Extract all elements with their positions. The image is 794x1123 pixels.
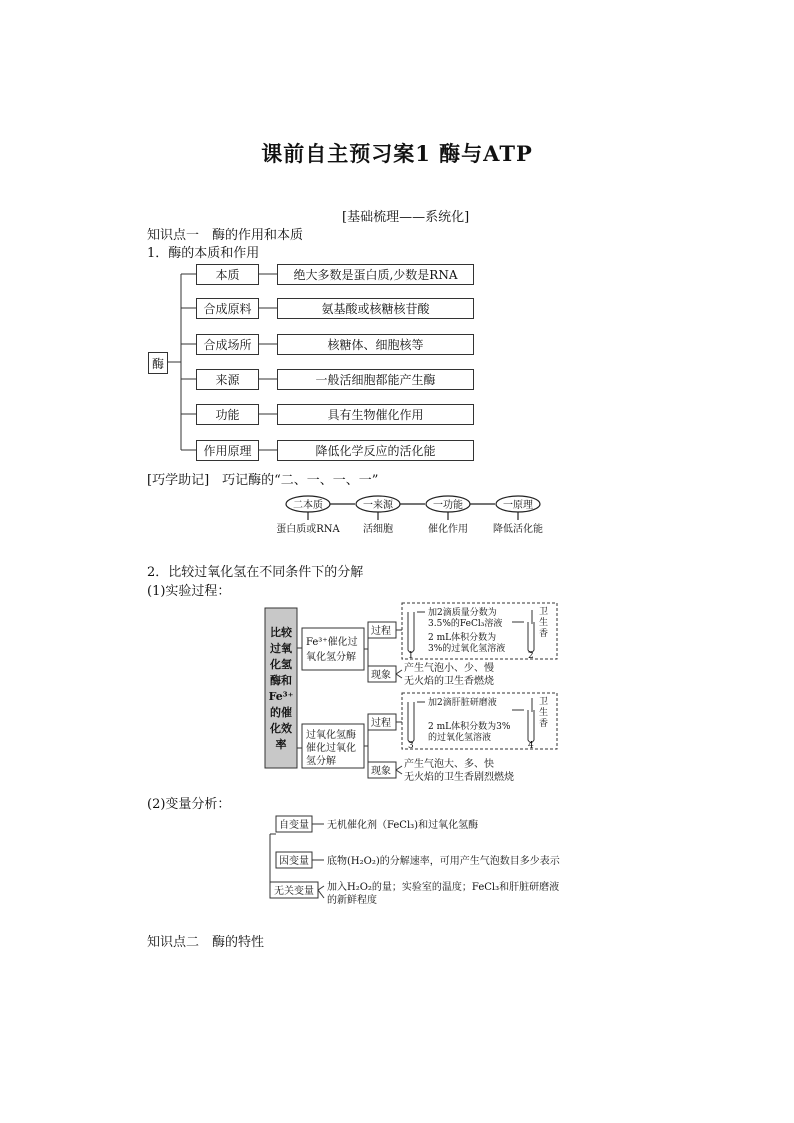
memo-bottom-2: 活细胞: [363, 524, 393, 535]
svg-text:3.5%的FeCl₃溶液: 3.5%的FeCl₃溶液: [428, 619, 503, 629]
memo-bottom-3: 催化作用: [428, 524, 468, 535]
svg-text:化效: 化效: [270, 722, 292, 735]
svg-text:氢分解: 氢分解: [306, 756, 336, 767]
test-tube-4: [528, 710, 534, 743]
memory-tip: [巧学助记] 巧记酶的“二、一、一、一”: [147, 473, 379, 488]
svg-text:产生气泡小、少、慢: 产生气泡小、少、慢: [404, 663, 494, 674]
experiment-process-heading: (1)实验过程：: [147, 584, 231, 599]
svg-text:无火焰的卫生香燃烧: 无火焰的卫生香燃烧: [404, 676, 494, 687]
test-tube-3: [408, 702, 414, 743]
memo-top-1: 二本质: [293, 500, 323, 511]
svg-text:产生气泡大、多、快: 产生气泡大、多、快: [404, 759, 494, 770]
svg-text:3: 3: [408, 741, 414, 751]
svg-text:Fe³⁺催化过: Fe³⁺催化过: [306, 637, 358, 648]
svg-text:香: 香: [539, 629, 549, 639]
row-desc-source: 一般活细胞都能产生酶: [277, 369, 474, 390]
svg-text:无关变量: 无关变量: [274, 886, 314, 897]
test-tube-1: [408, 612, 414, 653]
memo-top-4: 一原理: [503, 500, 533, 511]
page-title: 课前自主预习案1 酶与ATP: [261, 141, 533, 166]
svg-text:氧化氢分解: 氧化氢分解: [306, 652, 356, 663]
svg-text:无火焰的卫生香剧烈燃烧: 无火焰的卫生香剧烈燃烧: [404, 772, 514, 783]
svg-text:4: 4: [528, 741, 534, 751]
enzyme-root-box: 酶: [148, 352, 168, 374]
svg-text:无机催化剂（FeCl₃)和过氧化氢酶: 无机催化剂（FeCl₃)和过氧化氢酶: [327, 820, 479, 831]
svg-text:Fe³⁺: Fe³⁺: [268, 690, 294, 703]
svg-text:卫: 卫: [539, 697, 549, 707]
svg-text:香: 香: [539, 719, 549, 729]
memo-bottom-1: 蛋白质或RNA: [276, 524, 340, 535]
svg-text:2: 2: [528, 651, 534, 661]
svg-text:加2滴肝脏研磨液: 加2滴肝脏研磨液: [428, 698, 497, 708]
svg-text:自变量: 自变量: [279, 820, 309, 831]
row-desc-material: 氨基酸或核糖核苷酸: [277, 298, 474, 319]
enzyme-diagram-lines: [140, 258, 490, 468]
svg-text:3%的过氧化氢溶液: 3%的过氧化氢溶液: [428, 644, 506, 654]
row-desc-principle: 降低化学反应的活化能: [277, 440, 474, 461]
svg-text:加入H₂O₂的量；实验室的温度；FeCl₃和肝脏研磨液: 加入H₂O₂的量；实验室的温度；FeCl₃和肝脏研磨液: [327, 882, 560, 893]
svg-text:化氢: 化氢: [270, 658, 292, 671]
svg-text:因变量: 因变量: [279, 856, 309, 867]
test-tube-2: [528, 622, 534, 653]
row-label-principle: 作用原理: [196, 440, 259, 461]
svg-text:的过氧化氢溶液: 的过氧化氢溶液: [428, 733, 492, 743]
svg-text:催化过氧化: 催化过氧化: [306, 743, 356, 754]
svg-text:生: 生: [539, 618, 549, 628]
row-desc-site: 核糖体、细胞核等: [277, 334, 474, 355]
svg-text:的新鲜程度: 的新鲜程度: [327, 895, 377, 906]
svg-text:过程: 过程: [371, 718, 391, 729]
row-label-function: 功能: [196, 404, 259, 425]
memo-diagram: [270, 492, 560, 537]
row-desc-function: 具有生物催化作用: [277, 404, 474, 425]
svg-text:生: 生: [539, 708, 549, 718]
variable-analysis-heading: (2)变量分析：: [147, 797, 231, 812]
branch-box-fecl3: [302, 628, 364, 670]
svg-text:底物(H₂O₂)的分解速率，可用产生气泡数目多少表示: 底物(H₂O₂)的分解速率，可用产生气泡数目多少表示: [327, 856, 560, 867]
svg-text:加2滴质量分数为: 加2滴质量分数为: [428, 608, 497, 618]
svg-text:2 mL体积分数为3%: 2 mL体积分数为3%: [428, 722, 511, 732]
row-desc-nature: 绝大多数是蛋白质,少数是RNA: [277, 264, 474, 285]
svg-text:1: 1: [408, 651, 414, 661]
svg-text:过氧: 过氧: [270, 642, 292, 655]
section-1-heading: 1．酶的本质和作用: [147, 246, 260, 261]
svg-text:2 mL体积分数为: 2 mL体积分数为: [428, 633, 497, 643]
knowledge-point-1: 知识点一 酶的作用和本质: [147, 228, 304, 243]
section-subtitle: [基础梳理——系统化]: [342, 210, 470, 225]
svg-text:率: 率: [275, 738, 287, 751]
svg-text:过程: 过程: [371, 626, 391, 637]
svg-text:过氧化氢酶: 过氧化氢酶: [306, 730, 356, 741]
memo-top-2: 一来源: [363, 500, 393, 511]
svg-text:卫: 卫: [539, 607, 549, 617]
section-2-heading: 2．比较过氧化氢在不同条件下的分解: [147, 565, 364, 580]
experiment-diagram: [262, 600, 562, 790]
svg-text:的催: 的催: [270, 706, 292, 719]
knowledge-point-2: 知识点二 酶的特性: [147, 935, 265, 950]
row-label-material: 合成原料: [196, 298, 259, 319]
svg-text:现象: 现象: [371, 670, 391, 681]
row-label-site: 合成场所: [196, 334, 259, 355]
svg-text:酶和: 酶和: [270, 674, 292, 687]
svg-text:比较: 比较: [270, 626, 292, 639]
row-label-nature: 本质: [196, 264, 259, 285]
memo-top-3: 一功能: [433, 500, 463, 511]
svg-text:现象: 现象: [371, 766, 391, 777]
row-label-source: 来源: [196, 369, 259, 390]
memo-bottom-4: 降低活化能: [493, 524, 543, 535]
variable-diagram: [262, 812, 562, 908]
